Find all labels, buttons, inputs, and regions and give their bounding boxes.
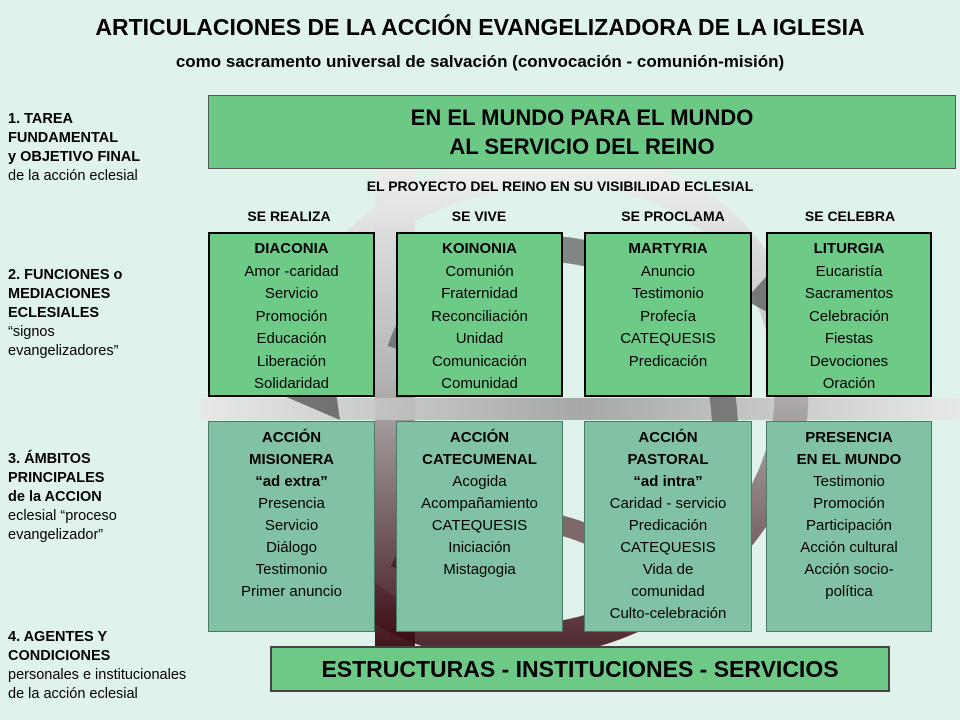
ambito-box-misionera: ACCIÓN MISIONERA “ad extra” Presencia Servicio Diálogo Testimonio Primer anuncio bbox=[208, 421, 375, 632]
project-label: EL PROYECTO DEL REINO EN SU VISIBILIDAD ECLESIAL bbox=[366, 178, 754, 194]
side-label-3: 3. ÁMBITOS PRINCIPALES de la ACCION eclesial “proceso evangelizador” bbox=[8, 451, 117, 543]
side-label-2: 2. FUNCIONES o MEDIACIONES ECLESIALES “signos evangelizadores” bbox=[8, 267, 123, 359]
page-title: ARTICULACIONES DE LA ACCIÓN EVANGELIZADORA DE LA IGLESIA bbox=[95, 14, 865, 40]
ambito-box-presencia: PRESENCIA EN EL MUNDO Testimonio Promoción Participación Acción cultural Acción socio- política bbox=[766, 421, 932, 632]
function-box-diaconia: DIACONIA Amor -caridad Servicio Promoción Educación Liberación Solidaridad bbox=[208, 232, 375, 397]
ambito-box-catecumenal: ACCIÓN CATECUMENAL Acogida Acompañamiento CATEQUESIS Iniciación Mistagogia bbox=[396, 421, 563, 632]
column-header-vive: SE VIVE bbox=[451, 208, 507, 224]
column-header-celebra: SE CELEBRA bbox=[804, 208, 896, 224]
ambito-box-pastoral: ACCIÓN PASTORAL “ad intra” Caridad - servicio Predicación CATEQUESIS Vida de comunidad Culto-celebración bbox=[584, 421, 752, 632]
page-subtitle: como sacramento universal de salvación (convocación - comunión-misión) bbox=[175, 52, 785, 71]
column-header-realiza: SE REALIZA bbox=[247, 208, 331, 224]
top-box-reino: EN EL MUNDO PARA EL MUNDO AL SERVICIO DEL REINO bbox=[208, 95, 956, 169]
bottom-box-estructuras: ESTRUCTURAS - INSTITUCIONES - SERVICIOS bbox=[270, 646, 890, 692]
function-box-liturgia: LITURGIA Eucaristía Sacramentos Celebración Fiestas Devociones Oración bbox=[766, 232, 932, 397]
side-label-4: 4. AGENTES Y CONDICIONES personales e institucionales de la acción eclesial bbox=[8, 629, 187, 702]
side-label-1: 1. TAREA FUNDAMENTAL y OBJETIVO FINAL de la acción eclesial bbox=[8, 111, 141, 184]
function-box-martyria: MARTYRIA Anuncio Testimonio Profecía CATEQUESIS Predicación bbox=[584, 232, 752, 397]
function-box-koinonia: KOINONIA Comunión Fraternidad Reconciliación Unidad Comunicación Comunidad bbox=[396, 232, 563, 397]
column-header-proclama: SE PROCLAMA bbox=[621, 208, 725, 224]
